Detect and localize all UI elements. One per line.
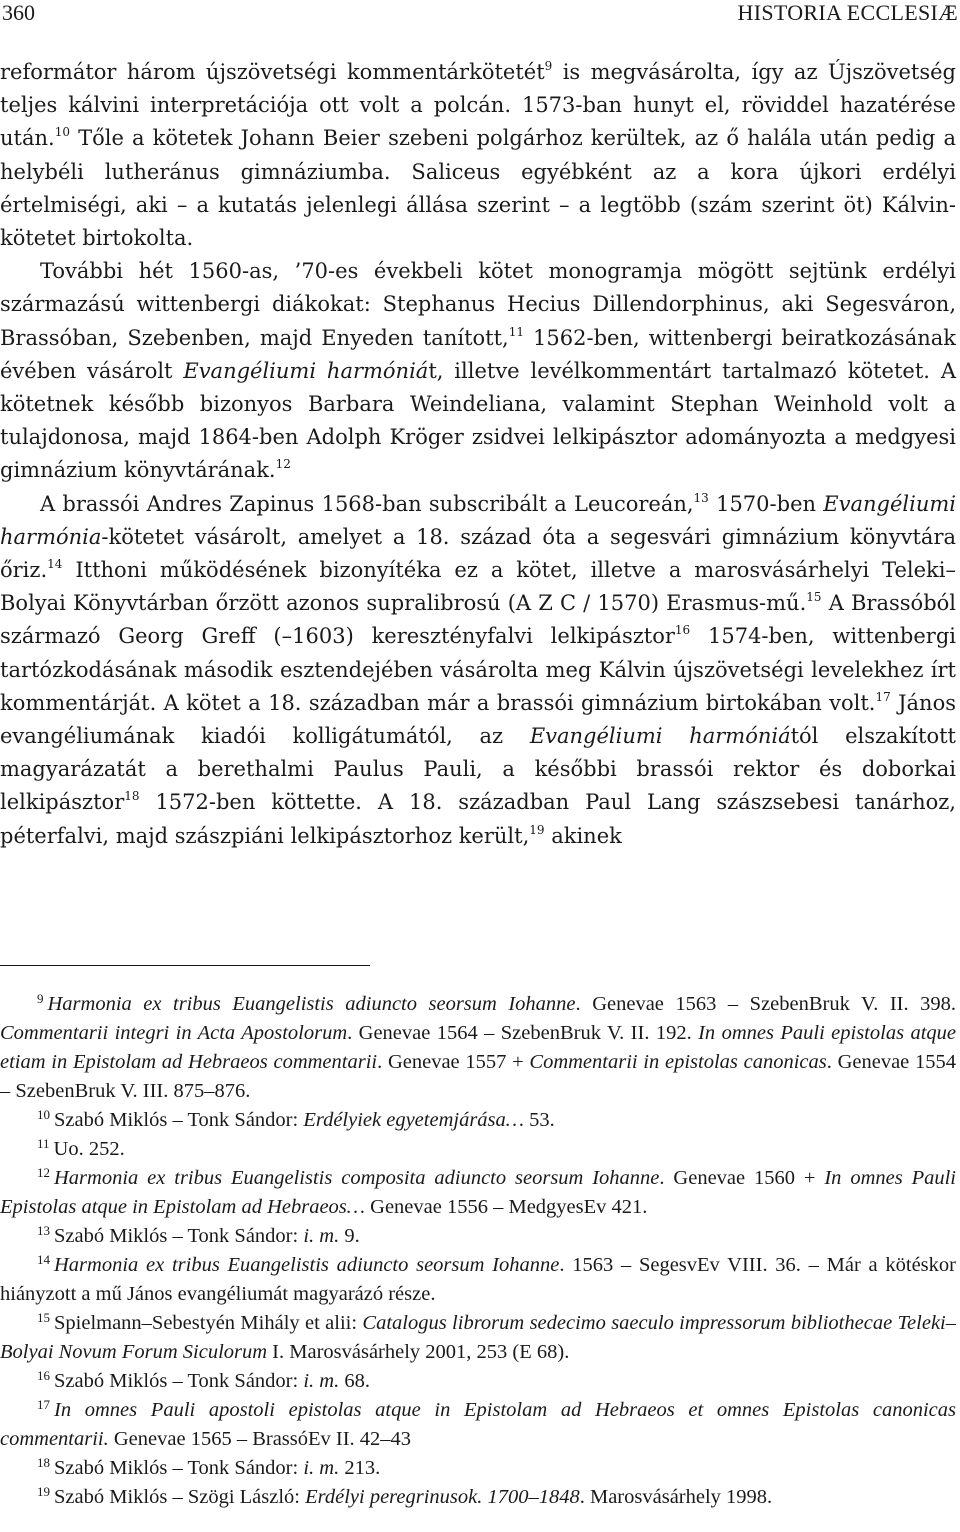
footnote-reference: 17 <box>875 689 891 704</box>
text-run: További hét 1560-as, ’70-es évekbeli kötet monogramja mögött sejtünk erdélyi származású wittenbergi diákokat: Stephanus Hecius Dillendorphinus, aki Segesváron, Brassóban, Szebenben, majd Enyeden tanított, <box>0 259 956 350</box>
footnote <box>0 1222 956 1251</box>
footnote-text <box>54 1225 360 1247</box>
footnote-number: 11 <box>37 1136 50 1151</box>
text-run: János evangéliumának kiadói kolligátumától, az <box>0 690 956 749</box>
footnote-number: 12 <box>37 1165 50 1180</box>
text-run: akinek <box>544 823 622 848</box>
footnote-number: 17 <box>37 1397 50 1412</box>
footnote-reference: 13 <box>693 490 709 505</box>
italic-text: Harmonia ex tribus Euangelistis adiuncto seorsum Iohanne <box>54 1254 560 1276</box>
italic-text: Evangéliumi harmóniá <box>183 358 429 383</box>
footnote-text <box>54 1457 380 1479</box>
text-run: -kötetet vásárolt, amelyet a 18. század óta a segesvári gimnázium könyvtára őriz. <box>0 524 956 583</box>
text-run: . Genevae 1554 – SzebenBruk V. III. 875–876. <box>0 1051 957 1102</box>
footnote <box>0 1106 956 1135</box>
italic-text: In omnes Pauli apostoli epistolas atque in Epistolam ad Hebraeos et omnes Epistolas canonicas commentarii. <box>0 1399 956 1450</box>
footnote-number: 16 <box>37 1368 50 1383</box>
footnote-text <box>54 1370 370 1392</box>
footnote-reference: 10 <box>54 125 70 140</box>
footnote-text <box>54 1109 555 1131</box>
footnote-reference: 11 <box>508 324 524 339</box>
footnote-separator <box>0 965 370 966</box>
footnote-number: 15 <box>37 1310 50 1325</box>
text-run: is megvásárolta, így az Újszövetség teljes kálvini interpretációja ott volt a polcán. 1573-ban hunyt el, röviddel hazatérése után. <box>0 60 956 151</box>
italic-text: Erdélyiek egyetemjárása… <box>303 1109 525 1131</box>
footnote-number: 14 <box>37 1252 50 1267</box>
footnote-number: 9 <box>37 991 44 1006</box>
text-run: t, illetve levélkommentárt tartalmazó kötetet. A kötetnek később bizonyos Barbara Weindeliana, valamint Stephan Weinhold volt a tulajdonosa, majd 1864-ben Adolph Kröger zsidvei lelkipásztor adományozta a medgyesi gimnázium könyvtárának. <box>0 358 956 483</box>
footnote-reference: 16 <box>674 623 691 638</box>
paragraph <box>0 488 956 853</box>
text-run: . Genevae 1564 – SzebenBruk V. II. 192. <box>347 1022 699 1044</box>
text-run: . Genevae 1557 + <box>377 1051 530 1073</box>
footnote <box>0 990 956 1106</box>
text-run: Szabó Miklós – Tonk Sándor: <box>54 1225 304 1247</box>
footnote <box>0 1367 956 1396</box>
text-run: . 1563 – SegesvEv VIII. 36. – Már a kötéskor hiányzott a mű János evangéliumát magyarázó része. <box>0 1254 956 1305</box>
text-run: A Brassóból származó Georg Greff (–1603) keresztényfalvi lelkipásztor <box>0 591 956 649</box>
page-number: 360 <box>2 0 35 25</box>
text-run: tól elszakított magyarázatát a berethalmi Paulus Pauli, a későbbi brassói rektor és doborkai lelkipásztor <box>0 724 956 815</box>
text-run: Szabó Miklós – Tonk Sándor: <box>54 1109 304 1131</box>
footnote <box>0 1309 956 1367</box>
text-run: Uo. 252. <box>53 1138 125 1160</box>
footnote-text <box>54 1486 772 1508</box>
text-run: Tőle a kötetek Johann Beier szebeni polgárhoz kerültek, az ő halála után pedig a helybéli lutheránus gimnáziumba. Saliceus egyébként az a kora újkori erdélyi értelmiségi, aki – a kutatás jelenlegi állása szerint – a legtöbb (szám szerint öt) Kálvin-kötetet birtokolta. <box>0 126 956 251</box>
text-run: . Genevae 1563 – SzebenBruk V. II. 398. <box>575 993 956 1015</box>
italic-text: Evangéliumi harmóniá <box>529 724 791 749</box>
italic-text: Commentarii integri in Acta Apostolorum <box>0 1022 348 1044</box>
footnote-number: 18 <box>37 1455 50 1470</box>
footnote <box>0 1251 956 1309</box>
text-run: Szabó Miklós – Tonk Sándor: <box>54 1370 304 1392</box>
italic-text: In omnes Pauli epistolas atque etiam in Epistolam ad Hebraeos commentarii <box>0 1022 956 1073</box>
footnote <box>0 1483 956 1512</box>
italic-text: i. m. <box>303 1370 340 1392</box>
footnote <box>0 1396 956 1454</box>
footnote-text <box>0 993 956 1102</box>
text-run: 1574-ben, wittenbergi tartózkodásának második esztendejében vásárolta meg Kálvin újszövetségi levelekhez írt kommentárját. A kötet a 18. században már a brassói gimnázium birtokában volt. <box>0 624 956 715</box>
footnote-reference: 18 <box>124 789 140 804</box>
italic-text: i. m. <box>303 1457 340 1479</box>
text-run: 53. <box>524 1109 555 1131</box>
footnote-reference: 19 <box>529 822 545 837</box>
text-run: 1572-ben köttette. A 18. században Paul Lang szászsebesi tanárhoz, péterfalvi, majd szászpiáni lelkipásztorhoz került, <box>0 790 956 848</box>
italic-text: Catalogus librorum sedecimo saeculo impressorum bibliothecae Teleki–Bolyai Novum Forum Siculorum <box>0 1312 956 1363</box>
footnote-text <box>0 1399 956 1450</box>
text-run: . Marosvásárhely 1998. <box>579 1486 773 1508</box>
italic-text: Harmonia ex tribus Euangelistis composita adiuncto seorsum Iohanne <box>54 1167 660 1189</box>
text-run: Genevae 1556 – MedgyesEv 421. <box>365 1196 648 1218</box>
footnotes <box>0 990 956 1512</box>
footnote-text <box>54 1138 125 1160</box>
italic-text: Harmonia ex tribus Euangelistis adiuncto seorsum Iohanne <box>47 993 576 1015</box>
italic-text: Evangéliumi harmónia <box>0 491 956 549</box>
footnote-reference: 15 <box>806 590 822 605</box>
italic-text: Commentarii in epistolas canonicas <box>529 1051 827 1073</box>
footnote-reference: 9 <box>544 59 553 73</box>
text-run: Szabó Miklós – Tonk Sándor: <box>54 1457 304 1479</box>
footnote-reference: 12 <box>275 457 291 472</box>
footnote-number: 10 <box>37 1107 50 1122</box>
paragraph <box>0 255 956 487</box>
paragraph <box>0 56 956 255</box>
text-run: I. Marosvásárhely 2001, 253 (E 68). <box>267 1341 570 1363</box>
italic-text: In omnes Pauli Epistolas atque in Epistolam ad Hebraeos… <box>0 1167 957 1218</box>
page-header <box>0 0 960 40</box>
footnote-text <box>0 1167 956 1218</box>
running-head: HISTORIA ECCLESIÆ <box>737 0 958 25</box>
footnote-number: 19 <box>37 1484 50 1499</box>
footnote-number: 13 <box>37 1223 50 1238</box>
footnote <box>0 1164 956 1222</box>
italic-text: Erdélyi peregrinusok. 1700–1848 <box>305 1486 580 1508</box>
main-text <box>0 56 956 853</box>
text-run: Spielmann–Sebestyén Mihály et alii: <box>54 1312 363 1334</box>
text-run: 1562-ben, wittenbergi beiratkozásának évében vásárolt <box>0 325 956 383</box>
footnote <box>0 1454 956 1483</box>
text-run: 9. <box>339 1225 360 1247</box>
text-run: Genevae 1565 – BrassóEv II. 42–43 <box>108 1428 412 1450</box>
text-run: 1570-ben <box>708 491 824 516</box>
text-run: A brassói Andres Zapinus 1568-ban subscribált a Leucoreán, <box>40 491 694 516</box>
text-run: . Genevae 1560 + <box>659 1167 825 1189</box>
footnote-reference: 14 <box>47 557 63 572</box>
text-run: Szabó Miklós – Szögi László: <box>54 1486 306 1508</box>
footnote-text <box>0 1254 956 1305</box>
text-run: Itthoni működésének bizonyítéka ez a kötet, illetve a marosvásárhelyi Teleki–Bolyai Könyvtárban őrzött azonos supralibrosú (A Z C / 1570) Erasmus-mű. <box>0 558 956 616</box>
footnote <box>0 1135 956 1164</box>
text-run: 213. <box>339 1457 381 1479</box>
italic-text: i. m. <box>303 1225 340 1247</box>
text-run: reformátor három újszövetségi kommentárkötetét <box>0 60 545 84</box>
text-run: 68. <box>339 1370 370 1392</box>
footnote-text <box>0 1312 956 1363</box>
